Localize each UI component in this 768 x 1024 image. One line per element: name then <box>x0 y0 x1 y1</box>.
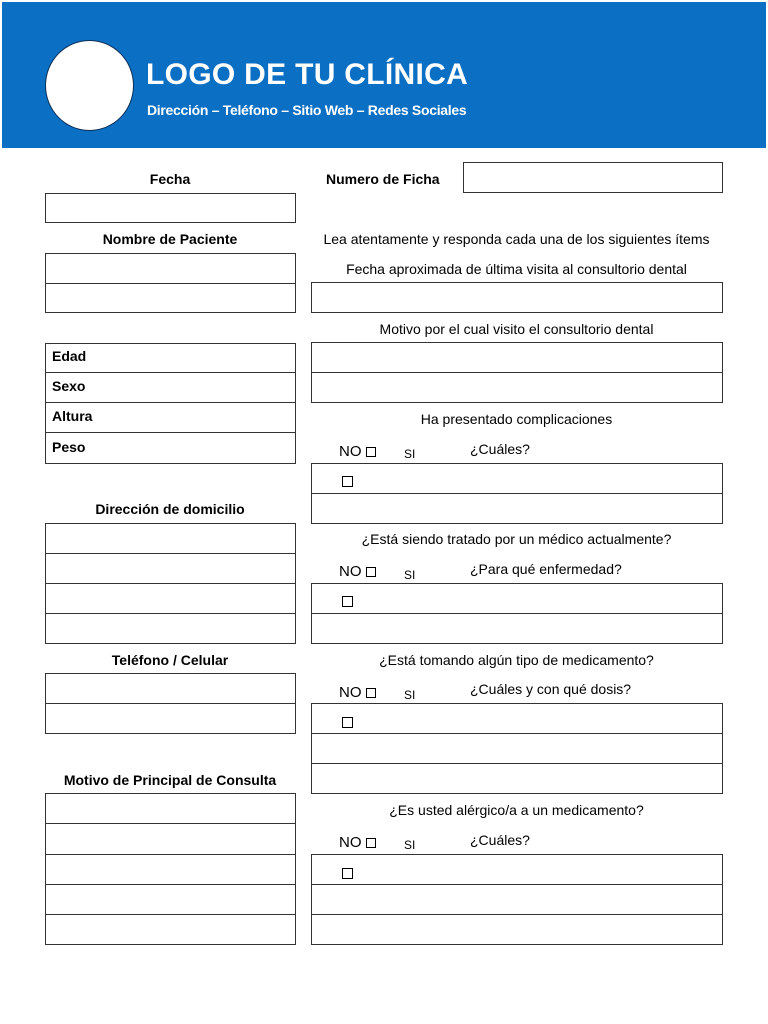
medication-no-option[interactable] <box>339 684 376 702</box>
telefono-field-2[interactable] <box>45 703 296 734</box>
medication-question: ¿Está tomando algún tipo de medicamento? <box>379 652 654 668</box>
treated-no-option[interactable] <box>339 563 376 581</box>
nombre-paciente-field-2[interactable] <box>45 283 296 313</box>
complications-question: Ha presentado complicaciones <box>420 411 613 427</box>
visit-reason-field-2[interactable] <box>311 372 723 403</box>
checkbox-icon[interactable] <box>366 447 376 457</box>
edad-field[interactable] <box>45 343 296 373</box>
peso-field[interactable] <box>45 432 296 464</box>
visit-reason-question: Motivo por el cual visito el consultorio dental <box>379 321 654 337</box>
logo-placeholder-icon <box>45 40 134 131</box>
checkbox-icon[interactable] <box>366 688 376 698</box>
last-visit-question: Fecha aproximada de última visita al consultorio dental <box>346 261 687 277</box>
instructions-text: Lea atentamente y responda cada una de los siguientes ítems <box>323 231 710 247</box>
si-checkbox-icon[interactable] <box>342 868 353 879</box>
medication-field-1[interactable] <box>311 703 723 734</box>
altura-label: Altura <box>52 408 93 424</box>
direccion-field-4[interactable] <box>45 613 296 644</box>
numero-ficha-label: Numero de Ficha <box>326 171 440 187</box>
motivo-consulta-field-4[interactable] <box>45 884 296 915</box>
checkbox-icon[interactable] <box>366 838 376 848</box>
nombre-paciente-label: Nombre de Paciente <box>102 231 238 247</box>
allergic-question: ¿Es usted alérgico/a a un medicamento? <box>389 802 644 818</box>
visit-reason-field-1[interactable] <box>311 342 723 373</box>
clinic-contact-line: Dirección – Teléfono – Sitio Web – Redes Sociales <box>147 102 467 118</box>
si-label: SI <box>404 568 416 582</box>
motivo-consulta-field-2[interactable] <box>45 823 296 855</box>
treated-question: ¿Está siendo tratado por un médico actualmente? <box>361 531 672 547</box>
medication-field-3[interactable] <box>311 763 723 794</box>
clinic-logo-title: LOGO DE TU CLÍNICA <box>146 58 469 91</box>
treated-disease-label: ¿Para qué enfermedad? <box>470 561 622 577</box>
medication-field-2[interactable] <box>311 733 723 764</box>
si-checkbox-icon[interactable] <box>342 717 353 728</box>
treated-field-1[interactable] <box>311 583 723 614</box>
telefono-label: Teléfono / Celular <box>111 652 229 668</box>
no-label: NO <box>339 563 362 580</box>
allergic-field-1[interactable] <box>311 854 723 885</box>
complications-field-2[interactable] <box>311 493 723 524</box>
medication-dosis-label: ¿Cuáles y con qué dosis? <box>470 681 632 697</box>
direccion-field-3[interactable] <box>45 583 296 614</box>
treated-field-2[interactable] <box>311 613 723 644</box>
no-label: NO <box>339 443 362 460</box>
si-label: SI <box>404 447 416 461</box>
header-banner <box>2 2 766 148</box>
fecha-label: Fecha <box>149 171 191 187</box>
motivo-consulta-field-3[interactable] <box>45 854 296 885</box>
nombre-paciente-field-1[interactable] <box>45 253 296 284</box>
complications-cuales-label: ¿Cuáles? <box>470 441 530 457</box>
sexo-label: Sexo <box>52 378 86 394</box>
direccion-field-2[interactable] <box>45 553 296 584</box>
sexo-field[interactable] <box>45 372 296 403</box>
motivo-consulta-field-1[interactable] <box>45 793 296 824</box>
complications-no-option[interactable] <box>339 443 376 461</box>
no-label: NO <box>339 684 362 701</box>
direccion-field-1[interactable] <box>45 523 296 554</box>
complications-field-1[interactable] <box>311 463 723 494</box>
si-checkbox-icon[interactable] <box>342 476 353 487</box>
motivo-consulta-field-5[interactable] <box>45 914 296 945</box>
altura-field[interactable] <box>45 402 296 433</box>
allergic-field-2[interactable] <box>311 884 723 915</box>
allergic-no-option[interactable] <box>339 834 376 852</box>
si-label: SI <box>404 838 416 852</box>
allergic-field-3[interactable] <box>311 914 723 945</box>
si-checkbox-icon[interactable] <box>342 596 353 607</box>
last-visit-field[interactable] <box>311 282 723 313</box>
telefono-field-1[interactable] <box>45 673 296 704</box>
edad-label: Edad <box>52 348 87 364</box>
fecha-field[interactable] <box>45 193 296 223</box>
checkbox-icon[interactable] <box>366 567 376 577</box>
motivo-consulta-label: Motivo de Principal de Consulta <box>63 772 277 788</box>
allergic-cuales-label: ¿Cuáles? <box>470 832 530 848</box>
si-label: SI <box>404 688 416 702</box>
no-label: NO <box>339 834 362 851</box>
direccion-label: Dirección de domicilio <box>95 501 245 517</box>
numero-ficha-field[interactable] <box>463 162 723 193</box>
peso-label: Peso <box>52 439 86 455</box>
